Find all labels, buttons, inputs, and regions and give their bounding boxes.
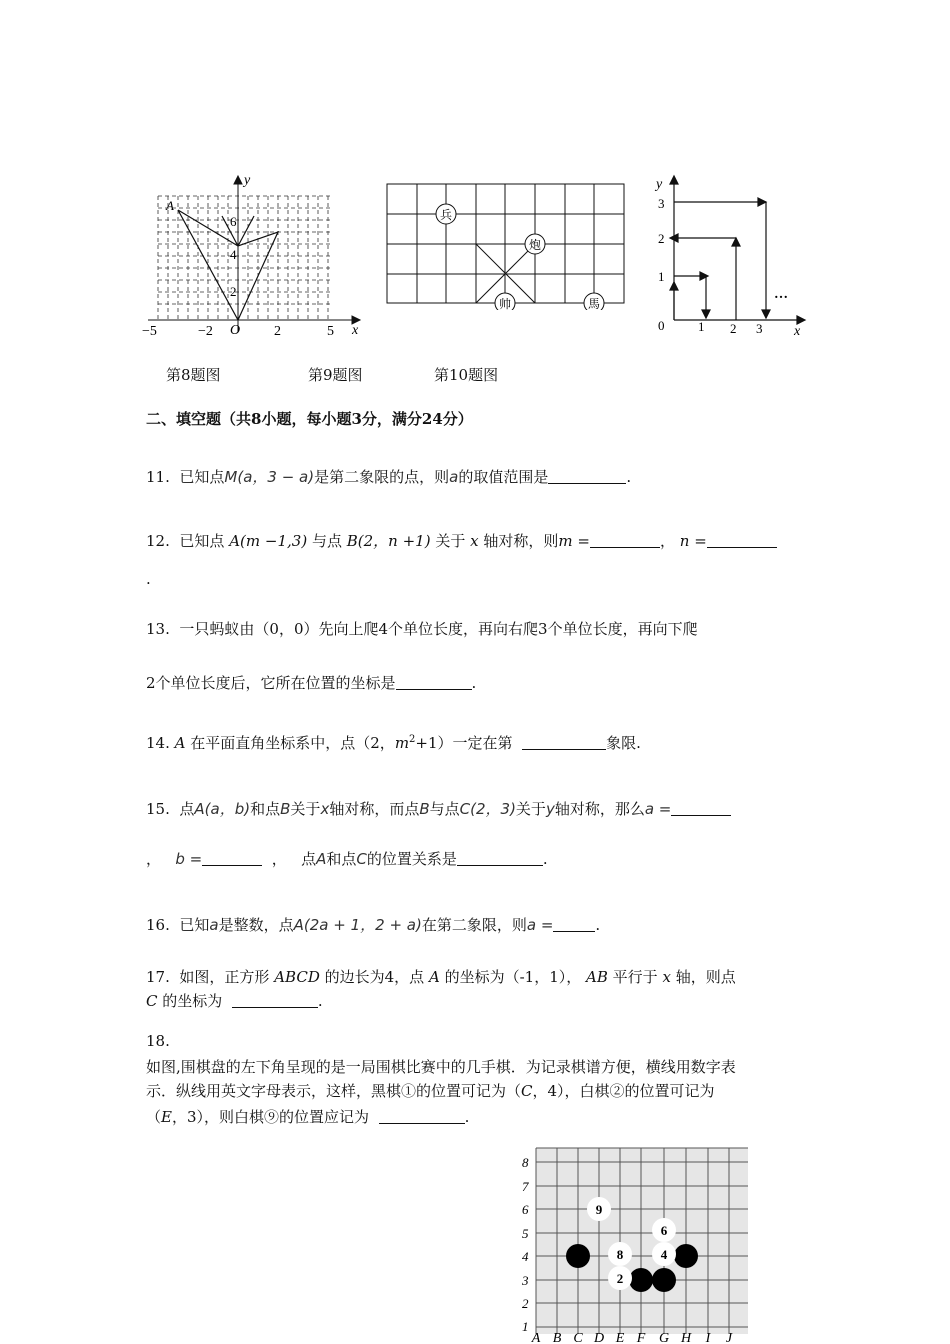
fig8-origin: O bbox=[230, 323, 241, 338]
answer-blank-a[interactable] bbox=[671, 800, 731, 816]
go-row-label: 2 bbox=[522, 1296, 529, 1311]
fig8-x-tick: 2 bbox=[274, 324, 281, 339]
fig10-x-tick: 1 bbox=[698, 319, 705, 334]
fig10-x-tick: 3 bbox=[756, 321, 763, 336]
question-18-line3: （E，3），则白棋⑨的位置应记为 . bbox=[146, 1108, 470, 1126]
answer-blank[interactable] bbox=[553, 916, 595, 932]
white-stone bbox=[608, 1242, 632, 1266]
white-stone bbox=[652, 1218, 676, 1242]
question-17: 17. 如图，正方形 ABCD 的边长为4，点 A 的坐标为（-1，1）， AB 平行于 x 轴，则点 bbox=[146, 968, 736, 986]
go-row-label: 3 bbox=[522, 1273, 529, 1288]
question-15-line2: ， b = ， 点A和点C的位置关系是 . bbox=[146, 850, 548, 868]
svg-text:2: 2 bbox=[616, 1271, 624, 1286]
fig8-y-tick: 2 bbox=[230, 284, 237, 299]
fig10-y-tick: 3 bbox=[658, 196, 665, 211]
fig10-x-tick: 2 bbox=[730, 321, 737, 336]
white-stone bbox=[652, 1242, 676, 1266]
question-14: 14. A 在平面直角坐标系中，点（2，$m^2+1$）一定在第 象限. bbox=[146, 734, 641, 752]
answer-blank-b[interactable] bbox=[202, 850, 262, 866]
fig8-x-label: x bbox=[352, 323, 359, 338]
go-row-label: 6 bbox=[522, 1202, 529, 1217]
white-stone bbox=[587, 1197, 611, 1221]
question-11: 11. 已知点M(a，3 − a)是第二象限的点，则a的取值范围是 . bbox=[146, 468, 632, 486]
fig10-y-tick: 1 bbox=[658, 269, 665, 284]
go-col-label: H bbox=[680, 1331, 692, 1344]
answer-blank-m[interactable] bbox=[590, 532, 660, 548]
question-18-line1: 如图,围棋盘的左下角呈现的是一局围棋比赛中的几手棋．为记录棋谱方便，横线用数字表 bbox=[146, 1058, 736, 1076]
question-13: 13. 一只蚂蚁由（0，0）先向上爬4个单位长度，再向右爬3个单位长度，再向下爬 bbox=[146, 620, 698, 638]
fig10-y-tick: 2 bbox=[658, 231, 665, 246]
go-row-label: 7 bbox=[522, 1179, 529, 1194]
go-col-label: A bbox=[531, 1331, 541, 1344]
xiangqi-piece bbox=[495, 293, 515, 310]
svg-text:6: 6 bbox=[660, 1223, 668, 1238]
question-15: 15. 点A(a，b)和点B关于x轴对称，而点B与点C(2，3)关于y轴对称，那么a = bbox=[146, 798, 731, 819]
fig8-grid bbox=[158, 196, 333, 320]
go-col-label: J bbox=[725, 1331, 733, 1344]
answer-blank[interactable] bbox=[379, 1108, 465, 1124]
go-row-label: 5 bbox=[522, 1226, 529, 1241]
answer-blank[interactable] bbox=[232, 992, 318, 1008]
fig10-x-tick: 0 bbox=[658, 318, 665, 333]
go-col-label: C bbox=[573, 1331, 583, 1344]
go-board bbox=[518, 1144, 758, 1344]
question-16: 16. 已知a是整数，点A(2a + 1，2 + a)在第二象限，则a = . bbox=[146, 916, 601, 934]
black-stone bbox=[566, 1244, 590, 1268]
fig10-ellipsis: … bbox=[774, 287, 788, 302]
black-stone bbox=[652, 1268, 676, 1292]
fig8-y-label: y bbox=[244, 173, 251, 188]
answer-blank[interactable] bbox=[548, 468, 626, 484]
figure-9 bbox=[384, 182, 629, 310]
question-12-end: . bbox=[146, 570, 151, 588]
fig10-y-label: y bbox=[656, 177, 663, 192]
svg-text:8: 8 bbox=[616, 1247, 624, 1262]
fig8-y-tick: 6 bbox=[230, 214, 237, 229]
svg-text:兵: 兵 bbox=[439, 208, 453, 222]
xiangqi-piece bbox=[436, 204, 456, 224]
section-title: 二、填空题（共8小题，每小题3分，满分24分） bbox=[146, 410, 473, 428]
xiangqi-piece bbox=[525, 234, 545, 254]
svg-text:炮: 炮 bbox=[528, 238, 542, 252]
answer-blank[interactable] bbox=[396, 674, 472, 690]
white-stone bbox=[608, 1266, 632, 1290]
svg-text:4: 4 bbox=[660, 1247, 668, 1262]
fig8-x-tick: −2 bbox=[198, 324, 213, 339]
svg-text:9: 9 bbox=[595, 1202, 603, 1217]
go-row-label: 1 bbox=[522, 1319, 529, 1334]
go-col-label: F bbox=[636, 1331, 646, 1344]
fig8-caption: 第8题图 bbox=[166, 366, 221, 384]
go-col-label: E bbox=[615, 1331, 625, 1344]
question-18-number: 18. bbox=[146, 1032, 170, 1050]
black-stone bbox=[674, 1244, 698, 1268]
figure-10 bbox=[650, 168, 810, 340]
fig8-point-a: A bbox=[166, 198, 174, 213]
go-row-label: 4 bbox=[522, 1249, 529, 1264]
xiangqi-piece bbox=[584, 293, 604, 310]
answer-blank-n[interactable] bbox=[707, 532, 777, 548]
fig8-y-tick: 4 bbox=[230, 247, 237, 262]
go-col-label: D bbox=[593, 1331, 605, 1344]
go-col-label: G bbox=[658, 1331, 670, 1344]
svg-text:馬: 馬 bbox=[587, 297, 601, 310]
fig10-x-label: x bbox=[794, 324, 801, 339]
answer-blank[interactable] bbox=[457, 850, 543, 866]
go-col-label: B bbox=[552, 1331, 562, 1344]
go-row-label: 8 bbox=[522, 1155, 529, 1170]
answer-blank[interactable] bbox=[522, 734, 606, 750]
black-stone bbox=[629, 1268, 653, 1292]
svg-text:帅: 帅 bbox=[498, 297, 512, 310]
question-18-line2: 示．纵线用英文字母表示，这样，黑棋①的位置可记为（C，4），白棋②的位置可记为 bbox=[146, 1082, 715, 1100]
fig9-caption: 第9题图 bbox=[308, 366, 363, 384]
question-13-line2: 2个单位长度后，它所在位置的坐标是 . bbox=[146, 674, 477, 692]
fig10-caption: 第10题图 bbox=[434, 366, 499, 384]
question-12: 12. 已知点 A(m −1,3) 与点 B(2，n +1) 关于 x 轴对称，则m = ， n = bbox=[146, 530, 777, 551]
go-col-label: I bbox=[705, 1331, 711, 1344]
fig8-x-tick: −5 bbox=[142, 324, 157, 339]
fig8-x-tick: 5 bbox=[327, 324, 334, 339]
question-17-line2: C 的坐标为 . bbox=[146, 992, 323, 1010]
figure-8 bbox=[138, 168, 368, 340]
